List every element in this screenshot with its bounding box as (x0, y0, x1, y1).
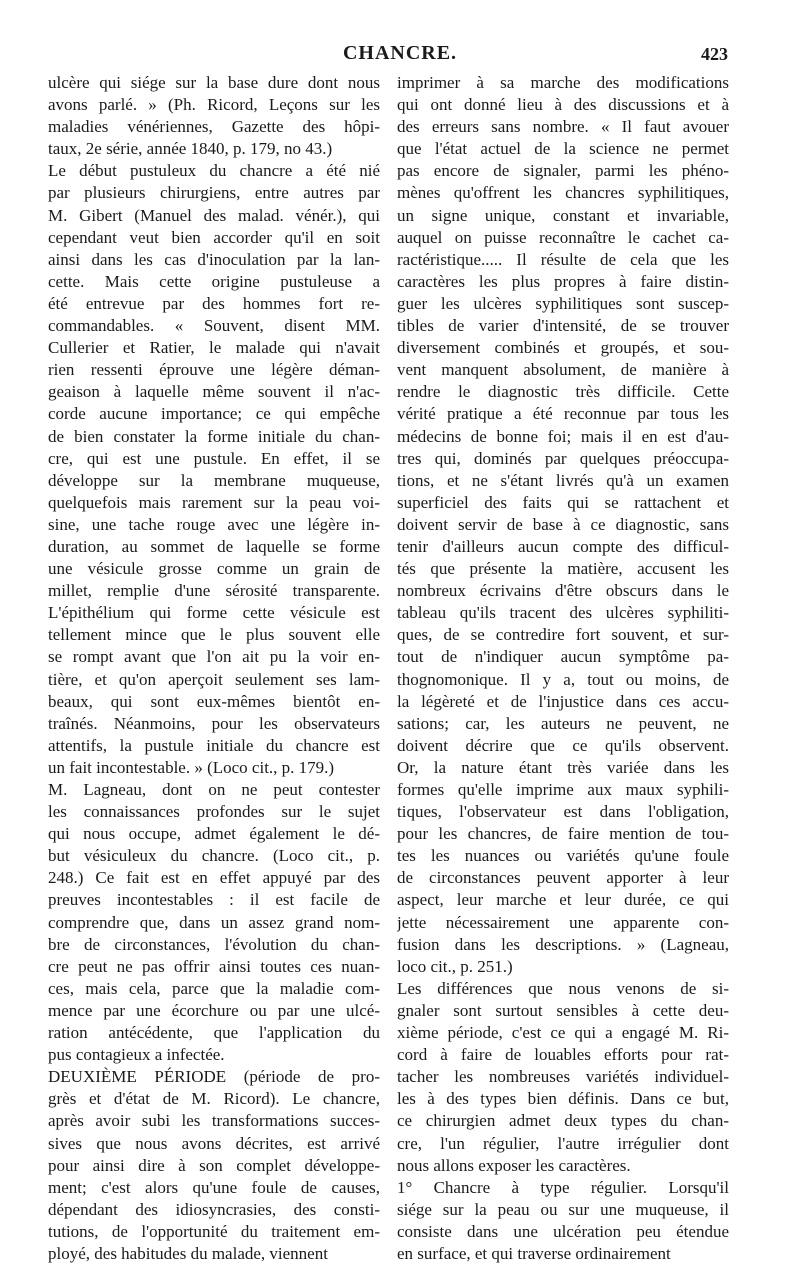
text-line: pour ainsi dire à son complet développe- (48, 1155, 380, 1175)
text-line: mènes qu'offrent les chancres syphilitiques, (397, 183, 729, 203)
text-line: de bien constater la forme initiale du chan- (48, 426, 380, 446)
text-line: cependant veut bien accorder qu'il en soit (48, 227, 380, 247)
text-line: rien ressenti éprouve une légère déman- (48, 360, 380, 380)
text-line: vérité pratique a été reconnue par tous les (397, 404, 729, 424)
text-line: se rompt avant que l'on ait pu la voir en- (48, 647, 380, 667)
text-line: ces, mais cela, parce que la maladie com- (48, 978, 380, 998)
text-line: en surface, et qui traverse ordinairement (397, 1243, 671, 1263)
text-line: guer les ulcères syphilitiques sont suscep- (397, 293, 729, 313)
text-line: ulcère qui siége sur la base dure dont nous (48, 73, 380, 92)
text-line: ractéristique..... Il résulte de cela que les (397, 249, 729, 269)
text-line: nombreux écrivains d'être obscurs dans le (397, 581, 729, 601)
text-line: médecins de bonne foi; mais il en est d'au- (397, 426, 729, 446)
text-line: superficiel des faits qui se rattachent et (397, 492, 729, 512)
text-line: avons parlé. » (Ph. Ricord, Leçons sur les (48, 95, 380, 115)
text-line: vent manquent absolument, de manière à (397, 360, 729, 380)
text-line: tibles de varier d'intensité, de se trouver (397, 316, 729, 336)
text-line: formes qu'elle imprime aux maux syphili- (397, 780, 729, 799)
text-line: pus contagieux a infectée. (48, 1045, 225, 1065)
right-text-column (397, 72, 729, 1265)
text-line: mence par une écorchure ou par une ulcé- (48, 1000, 380, 1020)
text-line: caractères les plus propres à faire distin- (397, 271, 729, 291)
text-line: doivent servir de base à ce diagnostic, sans (397, 514, 729, 534)
text-line: ment; c'est alors qu'une foule de causes, (48, 1177, 380, 1197)
text-line: auquel on puisse reconnaître le cachet ca- (397, 227, 729, 247)
text-line: tés que présente la matière, accusent les (397, 559, 729, 579)
text-line: taux, 2e série, année 1840, p. 179, no 43.) (48, 139, 333, 159)
text-line: tenir d'ailleurs aucun compte des difficul- (397, 536, 729, 556)
text-line: siége sur la peau ou sur une muqueuse, il (397, 1199, 729, 1219)
text-line: xième période, c'est ce qui a engagé M. Ri- (397, 1023, 729, 1043)
text-line: cette. Mais cette origine pustuleuse a (48, 271, 380, 291)
text-line: pour les chancres, de faire mention de tou- (397, 824, 729, 844)
text-line: tutions, de l'opportunité du traitement em- (48, 1221, 380, 1241)
text-line: sations; car, les auteurs ne peuvent, ne (397, 713, 729, 733)
text-line: cre peut ne pas offrir ainsi toutes ces nuan- (48, 956, 380, 976)
text-line: 248.) Ce fait est en effet appuyé par des (48, 868, 380, 888)
text-line: Les différences que nous venons de si- (397, 978, 729, 998)
text-line: aspect, leur marche et leur durée, ce qui (397, 890, 729, 910)
text-line: qui nous occupe, admet également le dé- (48, 824, 380, 844)
text-line: de circonstances peuvent apporter à leur (397, 868, 729, 888)
text-line: sine, une tache rouge avec une légère in- (48, 514, 380, 534)
text-line: tableau qu'ils tracent des ulcères syphiliti- (397, 603, 729, 623)
text-line: fusion dans les descriptions. » (Lagneau, (397, 934, 729, 954)
text-line: jette nécessairement une apparente con- (397, 912, 729, 932)
text-line: comprendre que, dans un assez grand nom- (48, 912, 380, 932)
text-line: duration, au sommet de laquelle se forme (48, 536, 380, 556)
text-line: maladies vénériennes, Gazette des hôpi- (48, 117, 380, 137)
text-line: M. Lagneau, dont on ne peut contester (48, 780, 380, 799)
text-line: loco cit., p. 251.) (397, 956, 513, 976)
text-line: les à des types bien définis. Dans ce but, (397, 1089, 729, 1109)
text-line: grès et d'état de M. Ricord). Le chancre, (48, 1089, 380, 1109)
text-line: tions, et ne s'étant livrés qu'à un examen (397, 470, 729, 490)
text-line: rendre le diagnostic très difficile. Cette (397, 382, 729, 402)
text-line: la légèreté et de l'injustice dans ces accu- (397, 691, 729, 711)
text-line: qui ont donné lieu à des discussions et à (397, 95, 729, 115)
text-line: commandables. « Souvent, disent MM. (48, 316, 380, 336)
text-line: geaison à laquelle même souvent il n'ac- (48, 382, 380, 402)
text-line: thognomonique. Il y a, tout ou moins, de (397, 669, 729, 689)
text-line: ration antécédente, que l'application du (48, 1023, 380, 1043)
text-line: nous allons exposer les caractères. (397, 1155, 631, 1175)
text-line: ce chirurgien admet deux types du chan- (397, 1111, 729, 1131)
text-line: sives que nous avons décrites, est arrivé (48, 1133, 380, 1153)
text-line: preuves incontestables : il est facile de (48, 890, 380, 910)
text-line: des erreurs sans nombre. « Il faut avouer (397, 117, 729, 137)
text-line: Or, la nature étant très variée dans les (397, 757, 729, 777)
page-number: 423 (701, 44, 728, 64)
text-line: 1° Chancre à type régulier. Lorsqu'il (397, 1177, 729, 1197)
text-line: tes les nuances ou variétés qu'une foule (397, 846, 729, 866)
text-line: un fait incontestable. » (Loco cit., p. 179.) (48, 757, 335, 777)
text-line: tacher les nombreuses variétés individuel- (397, 1067, 729, 1087)
text-line: L'épithélium qui forme cette vésicule est (48, 603, 380, 623)
text-line: quelquefois mais rarement sur la peau voi- (48, 492, 380, 512)
text-line: après avoir subi les transformations succes- (48, 1111, 380, 1131)
text-line: tres qui, dominés par quelques préoccupa- (397, 448, 729, 468)
text-line: développe sur la membrane muqueuse, (48, 470, 380, 490)
text-line: diversement combinés et groupés, et sou- (397, 338, 729, 358)
text-line: consiste dans une ulcération peu étendue (397, 1221, 729, 1241)
text-line: un signe unique, constant et invariable, (397, 205, 729, 225)
text-line: attentifs, la pustule initiale du chancre est (48, 735, 380, 755)
text-line: doivent décrire que ce qu'ils observent. (397, 735, 729, 755)
text-line: les connaissances profondes sur le sujet (48, 802, 380, 822)
text-line: pas encore de signaler, parmi les phéno- (397, 161, 729, 181)
left-text-column (48, 72, 380, 1265)
text-line: ployé, des habitudes du malade, viennent (48, 1243, 328, 1263)
text-line: gnaler sont surtout sensibles à cette deu- (397, 1000, 729, 1020)
text-line: une vésicule grosse comme un grain de (48, 559, 380, 579)
text-line: DEUXIÈME PÉRIODE (période de pro- (48, 1067, 380, 1087)
text-line: beaux, qui sont eux-mêmes bientôt en- (48, 691, 380, 711)
text-line: cre, qui est une pustule. En effet, il se (48, 448, 380, 468)
text-line: tellement mince que le plus souvent elle (48, 625, 380, 645)
text-line: imprimer à sa marche des modifications (397, 73, 729, 92)
page-header (0, 42, 800, 72)
text-line: ques, de se contredire fort souvent, et sur- (397, 625, 729, 645)
text-line: traînés. Néanmoins, pour les observateurs (48, 713, 380, 733)
text-line: tière, et qu'on aperçoit seulement ses lam- (48, 669, 380, 689)
text-line: dépendant des idiosyncrasies, des consti- (48, 1199, 380, 1219)
text-line: été entrevue par des hommes fort re- (48, 293, 380, 313)
text-line: millet, remplie d'une sérosité transparente. (48, 581, 380, 601)
running-title: CHANCRE. (342, 42, 458, 64)
text-line: Cullerier et Ratier, le malade qui n'avait (48, 338, 380, 358)
text-line: tiques, l'observateur est dans l'obligation, (397, 802, 729, 822)
text-line: cord à faire de louables efforts pour rat- (397, 1045, 729, 1065)
text-line: Le début pustuleux du chancre a été nié (48, 161, 380, 181)
text-line: bre de circonstances, l'évolution du chan- (48, 934, 380, 954)
text-line: que l'état actuel de la science ne permet (397, 139, 729, 159)
text-line: tout de n'indiquer aucun symptôme pa- (397, 647, 729, 667)
text-line: par plusieurs chirurgiens, entre autres par (48, 183, 380, 203)
text-line: ainsi dans les cas d'inoculation par la lan- (48, 249, 380, 269)
text-line: cre, l'un régulier, l'autre irrégulier dont (397, 1133, 729, 1153)
text-line: corde aucune importance; ce qui empêche (48, 404, 380, 424)
text-line: but vésiculeux du chancre. (Loco cit., p. (48, 846, 380, 866)
text-line: M. Gibert (Manuel des malad. vénér.), qui (48, 205, 380, 225)
